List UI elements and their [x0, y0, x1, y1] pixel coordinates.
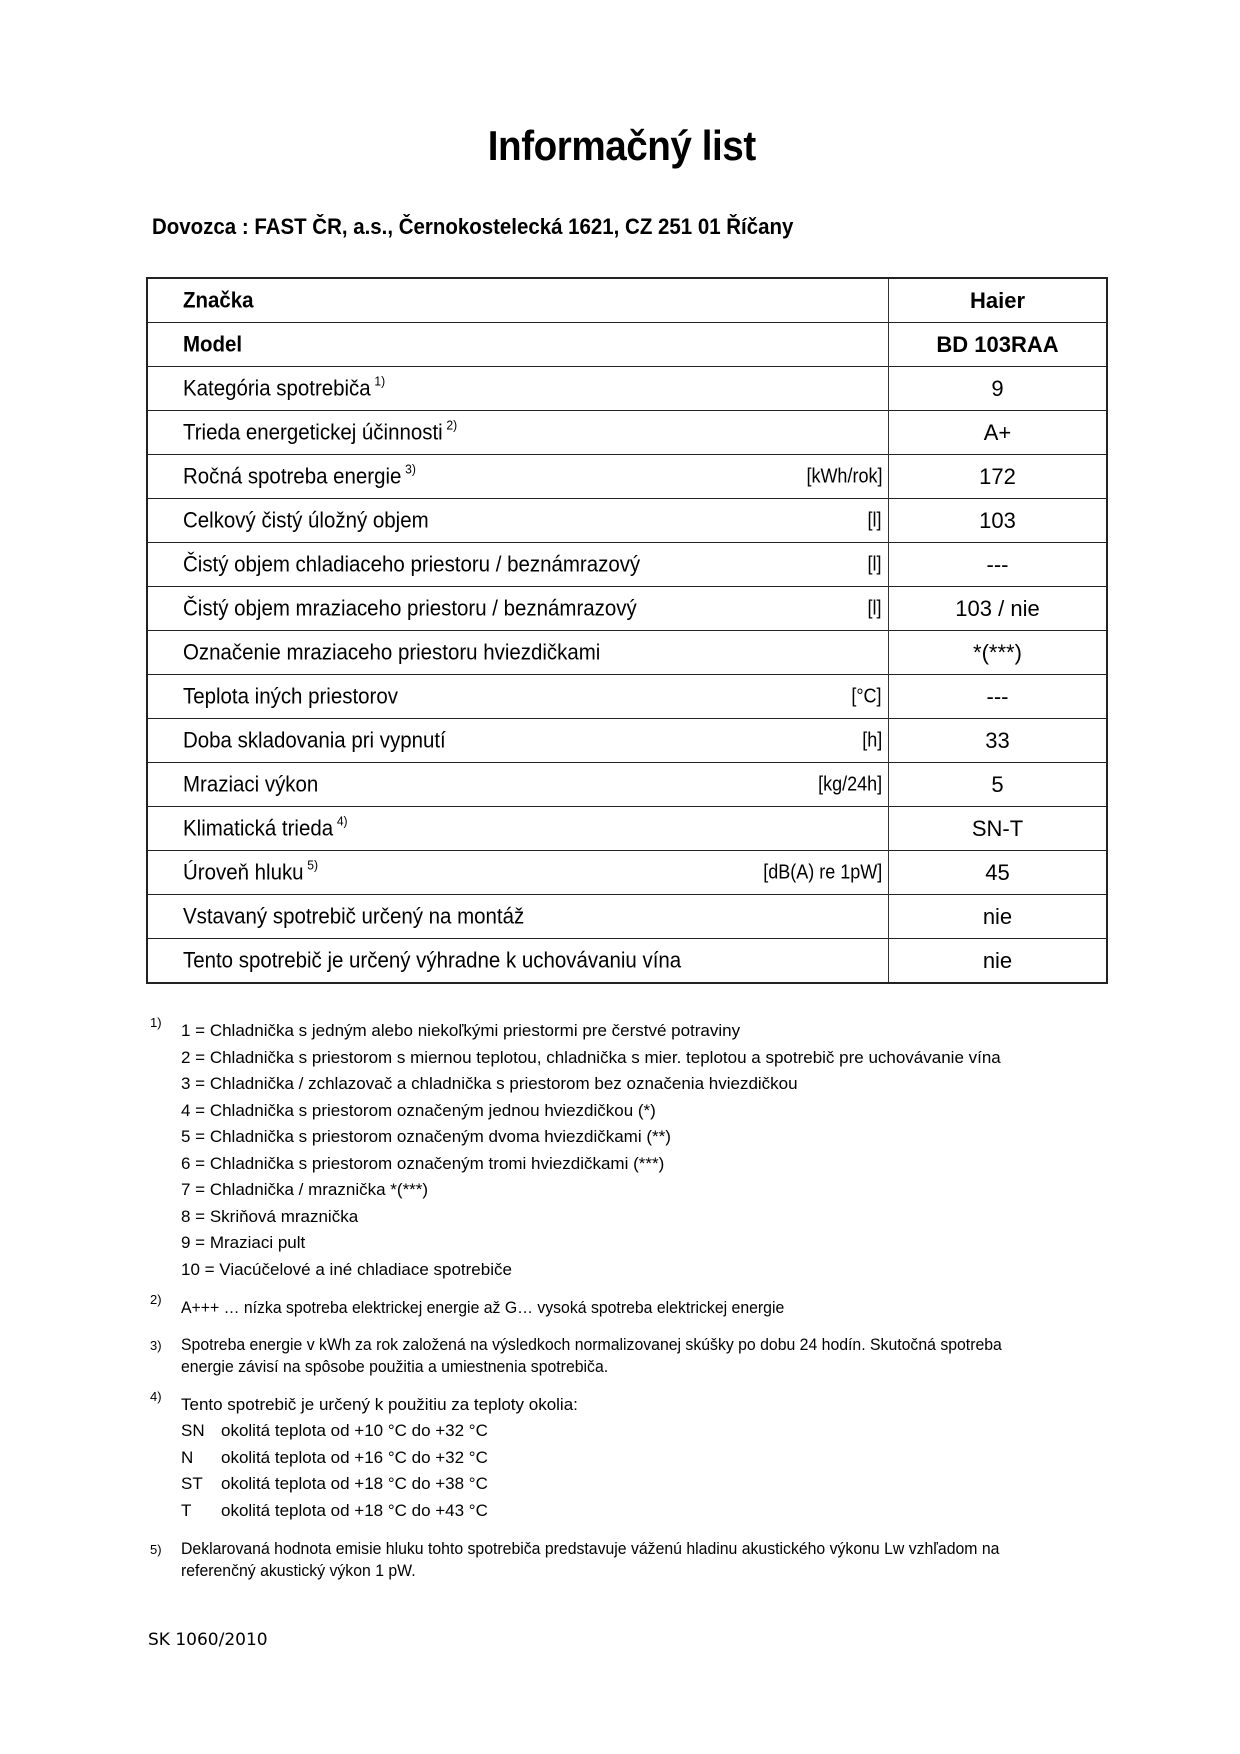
row-label-cell: [147, 631, 889, 675]
row-unit: [dB(A) re 1pW]: [762, 861, 882, 883]
row-label-cell: [147, 543, 889, 587]
row-label-text: Ročná spotreba energie: [183, 463, 402, 489]
row-value: 9: [889, 367, 1108, 411]
footnote-ref: 4): [336, 812, 348, 828]
row-label-text: Trieda energetickej účinnosti: [183, 419, 443, 445]
footnote-intro: Tento spotrebič je určený k použitiu za teploty okolia:: [181, 1394, 578, 1414]
row-label-cell: [147, 895, 889, 939]
footnote-1: [150, 1015, 1110, 1283]
footnote-marker: 3): [150, 1337, 162, 1353]
row-label-text: Značka: [183, 286, 254, 312]
table-row: [147, 763, 1107, 807]
footnote-line: 2 = Chladnička s priestorom s miernou teplotou, chladnička s mier. teplotou a spotrebič pre uchovávanie vína: [181, 1047, 1001, 1067]
table-row: [147, 675, 1107, 719]
row-value: Haier: [889, 278, 1108, 323]
row-value: nie: [889, 895, 1108, 939]
climate-class-row: [181, 1498, 1110, 1525]
row-label: [183, 507, 429, 533]
climate-desc: okolitá teplota od +16 °C do +32 °C: [221, 1447, 488, 1467]
table-row: [147, 411, 1107, 455]
row-unit: [h]: [861, 729, 882, 751]
spec-table: [146, 277, 1108, 984]
table-row: [147, 323, 1107, 367]
row-unit: [kg/24h]: [817, 773, 882, 795]
footnote-text: A+++ … nízka spotreba elektrickej energie až G… vysoká spotreba elektrickej energie: [181, 1298, 785, 1317]
row-label: [183, 812, 348, 841]
row-label-cell: [147, 763, 889, 807]
row-value: A+: [889, 411, 1108, 455]
row-label-cell: [147, 499, 889, 543]
footnote-line: 3 = Chladnička / zchlazovač a chladnička s priestorom bez označenia hviezdičkou: [181, 1074, 798, 1093]
row-label: [183, 372, 386, 401]
row-label-text: Označenie mraziaceho priestoru hviezdičkami: [183, 638, 601, 664]
footnote-marker: 2): [150, 1292, 162, 1307]
row-value: nie: [889, 939, 1108, 984]
row-label-text: Mraziaci výkon: [183, 770, 319, 796]
table-row: [147, 499, 1107, 543]
row-label: [183, 639, 600, 665]
row-value: SN-T: [889, 807, 1108, 851]
row-label: [183, 683, 398, 709]
footnote-3: [150, 1334, 1110, 1378]
row-label: [183, 947, 681, 973]
row-label: [183, 287, 254, 313]
row-value: 172: [889, 455, 1108, 499]
footnote-ref: 2): [446, 416, 458, 432]
footnote-marker: 4): [150, 1388, 162, 1404]
footnote-line: 4 = Chladnička s priestorom označeným jednou hviezdičkou (*): [181, 1100, 656, 1120]
row-value: 5: [889, 763, 1108, 807]
climate-code: T: [181, 1500, 192, 1520]
table-row: [147, 543, 1107, 587]
row-label-cell: [147, 587, 889, 631]
row-value: 45: [889, 851, 1108, 895]
climate-desc: okolitá teplota od +18 °C do +43 °C: [221, 1500, 488, 1520]
footnote-text: Spotreba energie v kWh za rok založená na výsledkoch normalizovanej skúšky po dobu 24 hodín. Skutočná spotreba energie závisí na spôsobe použitia a umiestnenia spotrebiča.: [181, 1334, 1002, 1376]
row-label-text: Úroveň hluku: [183, 859, 304, 885]
importer-line: Dovozca : FAST ČR, a.s., Černokostelecká 1621, CZ 251 01 Říčany: [152, 214, 794, 239]
table-row: [147, 631, 1107, 675]
row-label: [183, 460, 416, 489]
row-value: ---: [889, 543, 1108, 587]
row-label-cell: [147, 807, 889, 851]
row-label: [183, 727, 446, 753]
footnote-line: 7 = Chladnička / mraznička *(***): [181, 1180, 429, 1199]
footnote-line: 10 = Viacúčelové a iné chladiace spotrebiče: [181, 1259, 512, 1279]
footnote-ref: 5): [307, 856, 319, 872]
row-value: 103: [889, 499, 1108, 543]
footnote-text: Deklarovaná hodnota emisie hluku tohto spotrebiča predstavuje váženú hladinu akustického výkonu Lw vzhľadom na referenčný akustický výkon 1 pW.: [181, 1539, 1000, 1580]
table-row: [147, 455, 1107, 499]
footnote-ref: 3): [405, 460, 416, 476]
row-value: 33: [889, 719, 1108, 763]
row-label-cell: [147, 939, 889, 984]
row-label-text: Čistý objem chladiaceho priestoru / beznámrazový: [183, 550, 641, 576]
table-row: [147, 895, 1107, 939]
row-label-cell: [147, 719, 889, 763]
climate-class-row: [181, 1418, 1110, 1445]
row-label-cell: [147, 675, 889, 719]
climate-class-row: [181, 1445, 1110, 1472]
row-value: BD 103RAA: [889, 323, 1108, 367]
climate-code: N: [181, 1447, 194, 1467]
page-title: Informačný list: [487, 122, 756, 169]
table-row: [147, 939, 1107, 984]
footnote-4: [150, 1388, 1110, 1525]
footnote-marker: 5): [150, 1542, 162, 1557]
row-value: ---: [889, 675, 1108, 719]
row-label-text: Klimatická trieda: [183, 815, 334, 841]
row-label: [183, 903, 524, 929]
footnote-5: [150, 1538, 1110, 1582]
row-label-text: Kategória spotrebiča: [183, 375, 371, 401]
climate-desc: okolitá teplota od +18 °C do +38 °C: [221, 1474, 488, 1493]
footnotes: [150, 1015, 1110, 1582]
footnote-line: 5 = Chladnička s priestorom označeným dvoma hviezdičkami (**): [181, 1127, 671, 1146]
row-unit: [kWh/rok]: [805, 465, 882, 487]
row-label-text: Teplota iných priestorov: [183, 682, 398, 708]
row-label-cell: [147, 851, 889, 895]
table-row: [147, 367, 1107, 411]
table-row: [147, 851, 1107, 895]
row-label: [183, 551, 640, 577]
table-row: [147, 278, 1107, 323]
climate-class-row: [181, 1471, 1110, 1498]
row-value: *(***): [889, 631, 1108, 675]
row-label: [183, 856, 319, 885]
table-row: [147, 587, 1107, 631]
row-value: 103 / nie: [889, 587, 1108, 631]
row-label-cell: [147, 455, 889, 499]
row-label-text: Čistý objem mraziaceho priestoru / beznámrazový: [183, 594, 637, 620]
row-label-cell: [147, 278, 889, 323]
row-label-text: Vstavaný spotrebič určený na montáž: [183, 902, 525, 928]
table-row: [147, 807, 1107, 851]
climate-code: SN: [181, 1421, 205, 1440]
row-label: [183, 771, 318, 797]
footnote-line: 1 = Chladnička s jedným alebo niekoľkými priestormi pre čerstvé potraviny: [181, 1021, 741, 1040]
footnote-line: 8 = Skriňová mraznička: [181, 1206, 359, 1226]
footnote-2: [150, 1292, 1110, 1322]
climate-code: ST: [181, 1474, 203, 1493]
document-code: SK 1060/2010: [148, 1630, 268, 1650]
row-label: [183, 595, 637, 621]
row-label-cell: [147, 411, 889, 455]
row-unit: [l]: [867, 553, 882, 575]
row-label-text: Doba skladovania pri vypnutí: [183, 726, 446, 752]
footnote-line: 6 = Chladnička s priestorom označeným tromi hviezdičkami (***): [181, 1153, 665, 1173]
row-label-cell: [147, 367, 889, 411]
footnote-ref: 1): [374, 372, 386, 388]
row-label: [183, 416, 458, 445]
footnote-line: 9 = Mraziaci pult: [181, 1233, 306, 1252]
row-label-cell: [147, 323, 889, 367]
row-label-text: Tento spotrebič je určený výhradne k uchovávaniu vína: [183, 946, 682, 972]
row-label-text: Model: [183, 330, 243, 356]
row-label: [183, 331, 242, 357]
table-row: [147, 719, 1107, 763]
row-label-text: Celkový čistý úložný objem: [183, 506, 429, 532]
footnote-marker: 1): [150, 1015, 162, 1030]
row-unit: [°C]: [851, 685, 882, 707]
row-unit: [l]: [867, 597, 882, 619]
climate-desc: okolitá teplota od +10 °C do +32 °C: [221, 1421, 488, 1440]
row-unit: [l]: [867, 509, 882, 531]
